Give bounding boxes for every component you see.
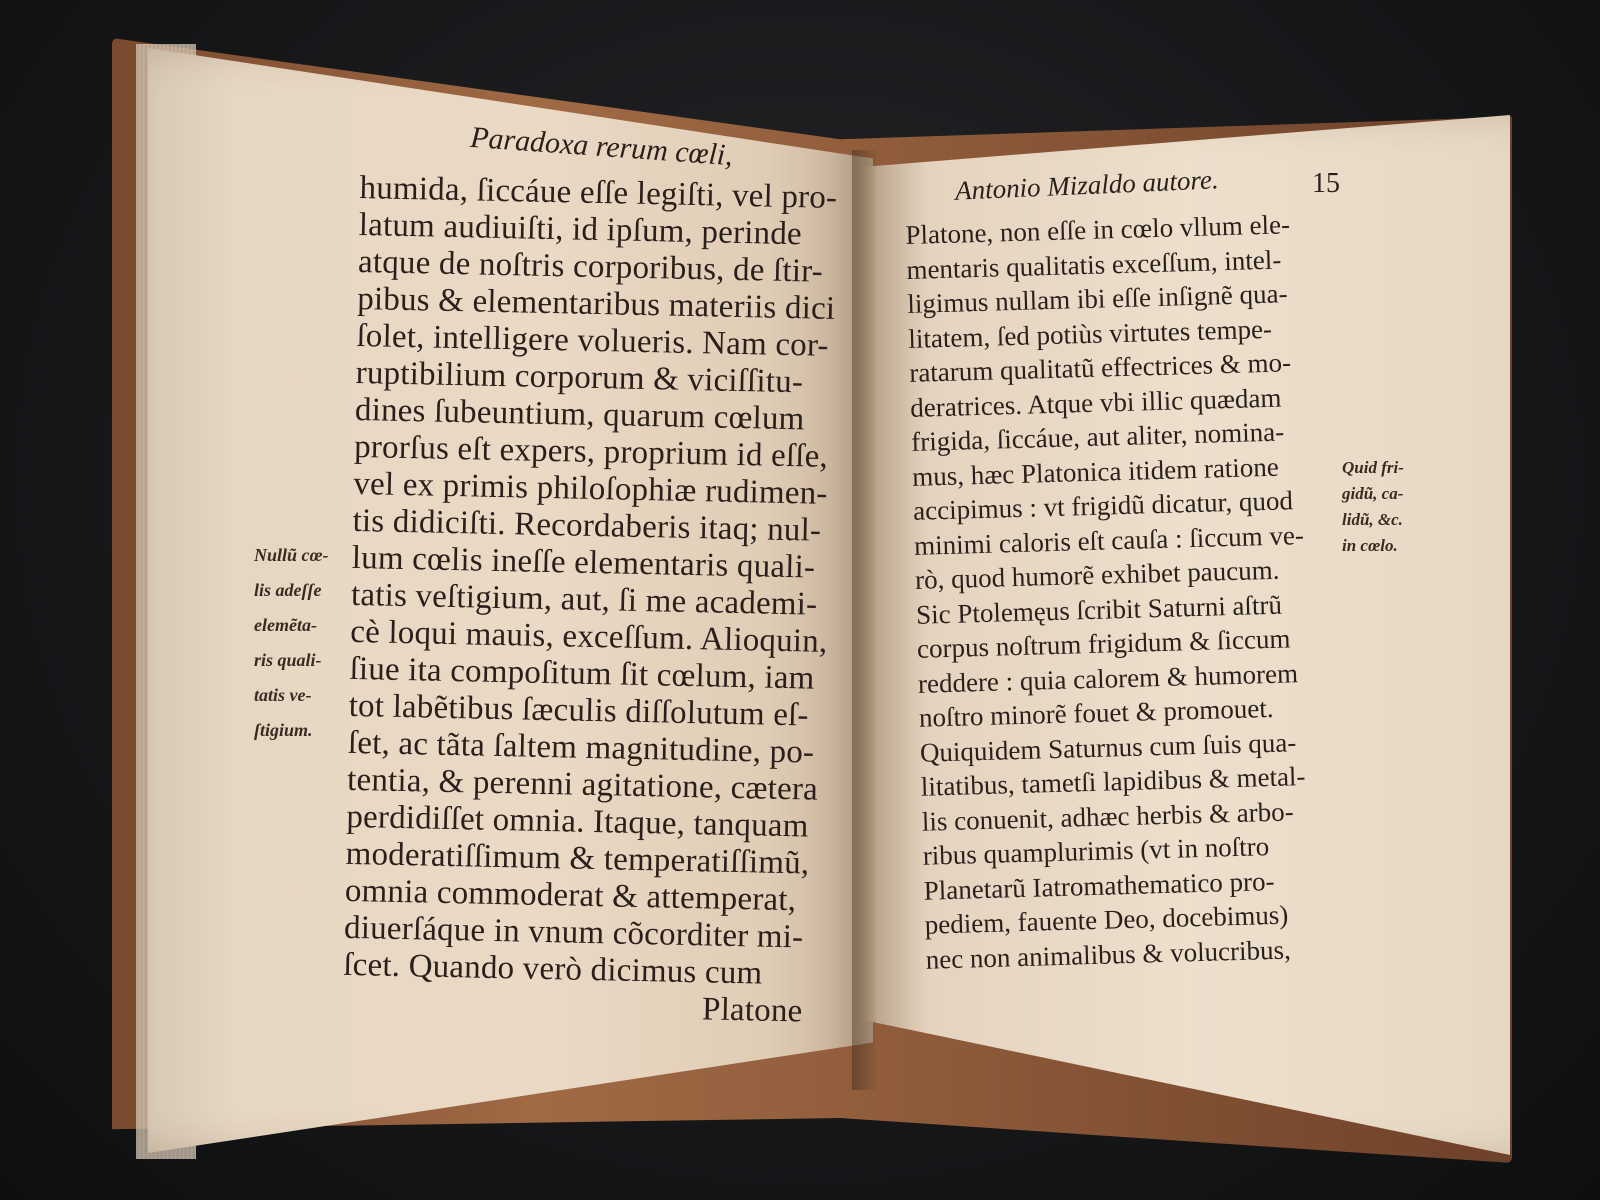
text-line: pediem, fauente Deo, docebimus) (924, 899, 1289, 940)
text-line: Quiquidem Saturnus cum ſuis qua- (919, 726, 1297, 768)
text-line: Platone, non eſſe in cœlo vllum ele- (905, 209, 1291, 250)
text-line: prorſus eſt expers, proprium id eſſe, (353, 428, 829, 475)
margin-line: gidũ, ca- (1342, 484, 1404, 503)
text-line: tis didiciſti. Recordaberis itaq; nul- (352, 502, 822, 549)
text-line: diuerſáque in vnum cõcorditer mi- (343, 909, 804, 956)
text-line: atque de noſtris corporibus, de ſtir- (357, 243, 824, 290)
text-line: ſet, ac tãta ſaltem magnitudine, po- (347, 724, 815, 771)
text-line: cè loqui mauis, exceſſum. Alioquin, (349, 613, 828, 660)
text-line: perdidiſſet omnia. Itaque, tanquam (346, 798, 809, 845)
text-line: mentaris qualitatis exceſſum, intel- (906, 244, 1282, 285)
text-line: reddere : quia calorem & humorem (917, 657, 1299, 699)
text-line: accipimus : vt frigidũ dicatur, quod (912, 485, 1294, 526)
text-line: moderatiſſimum & temperatiſſimũ, (345, 835, 810, 882)
margin-line: ſtigium. (254, 720, 313, 740)
margin-line: lis adeſſe (254, 580, 322, 600)
margin-line: ris quali- (254, 650, 322, 670)
text-line: nec non animalibus & volucribus, (925, 934, 1292, 975)
text-line: ligimus nullam ibi eſſe inſignẽ qua- (906, 278, 1288, 319)
margin-line: tatis ve- (254, 685, 312, 705)
text-line: lis conuenit, adhæc herbis & arbo- (921, 795, 1295, 837)
text-line: litatibus, tametſi lapidibus & metal- (920, 761, 1306, 802)
text-line: tot labẽtibus ſæculis diſſolutum eſ- (348, 687, 810, 734)
text-line: ruptibilium corporum & viciſſitu- (355, 354, 804, 401)
text-line: tentia, & perenni agitatione, cætera (346, 761, 819, 808)
text-line: rò, quod humorẽ exhibet paucum. (914, 554, 1280, 595)
text-line: ratarum qualitatũ effectrices & mo- (908, 347, 1292, 388)
text-line: humida, ſiccáue eſſe legiſti, vel pro- (359, 170, 838, 216)
catchword: Platone (701, 991, 803, 1030)
text-line: deratrices. Atque vbi illic quædam (909, 382, 1282, 423)
margin-line: in cœlo. (1342, 536, 1398, 555)
text-line: corpus noſtrum frigidum & ſiccum (916, 623, 1291, 664)
left-running-header: Paradoxa rerum cœli, (469, 120, 734, 173)
text-line: omnia commoderat & attemperat, (344, 872, 797, 919)
margin-line: elemẽta- (254, 615, 317, 635)
page-number: 15 (1312, 168, 1340, 199)
text-line: ſiue ita compoſitum ſit cœlum, iam (349, 650, 815, 697)
text-line: latum audiuiſti, id ipſum, perinde (358, 206, 803, 253)
margin-line: Quid fri- (1342, 458, 1404, 477)
margin-line: Nullũ cœ- (254, 545, 329, 565)
text-line: pibus & elementaribus materiis dici (356, 280, 836, 327)
text-line: dines ſubeuntium, quarum cœlum (354, 391, 805, 438)
text-line: mus, hæc Platonica itidem ratione (911, 451, 1280, 492)
text-line: Sic Ptolemęus ſcribit Saturni aſtrũ (915, 589, 1283, 630)
text-line: frigida, ſiccáue, aut aliter, nomina- (910, 416, 1285, 457)
right-page-body (905, 206, 1366, 977)
text-line: ſolet, intelligere volueris. Nam cor- (356, 317, 830, 364)
right-running-header: Antonio Mizaldo autore. (954, 164, 1220, 206)
text-line: litatem, ſed potiùs virtutes tempe- (907, 313, 1273, 354)
book-gutter (852, 150, 876, 1090)
margin-line: lidũ, &c. (1342, 510, 1403, 529)
text-line: ribus quamplurimis (vt in noſtro (922, 831, 1270, 871)
text-line: lum cœlis ineſſe elementaris quali- (351, 539, 816, 586)
text-line: vel ex primis philoſophiæ rudimen- (353, 465, 828, 512)
left-margin-note (254, 538, 354, 748)
text-line: Planetarũ Iatromathematico pro- (923, 865, 1275, 906)
text-line: noſtro minorẽ fouet & promouet. (918, 692, 1274, 733)
right-margin-note (1342, 455, 1432, 559)
text-line: minimi caloris eſt cauſa : ſiccum ve- (913, 519, 1305, 561)
text-line: ſcet. Quando verò dicimus cum (342, 946, 763, 992)
left-page-body (342, 170, 840, 1031)
text-line: tatis veſtigium, aut, ſi me academi- (350, 576, 818, 623)
